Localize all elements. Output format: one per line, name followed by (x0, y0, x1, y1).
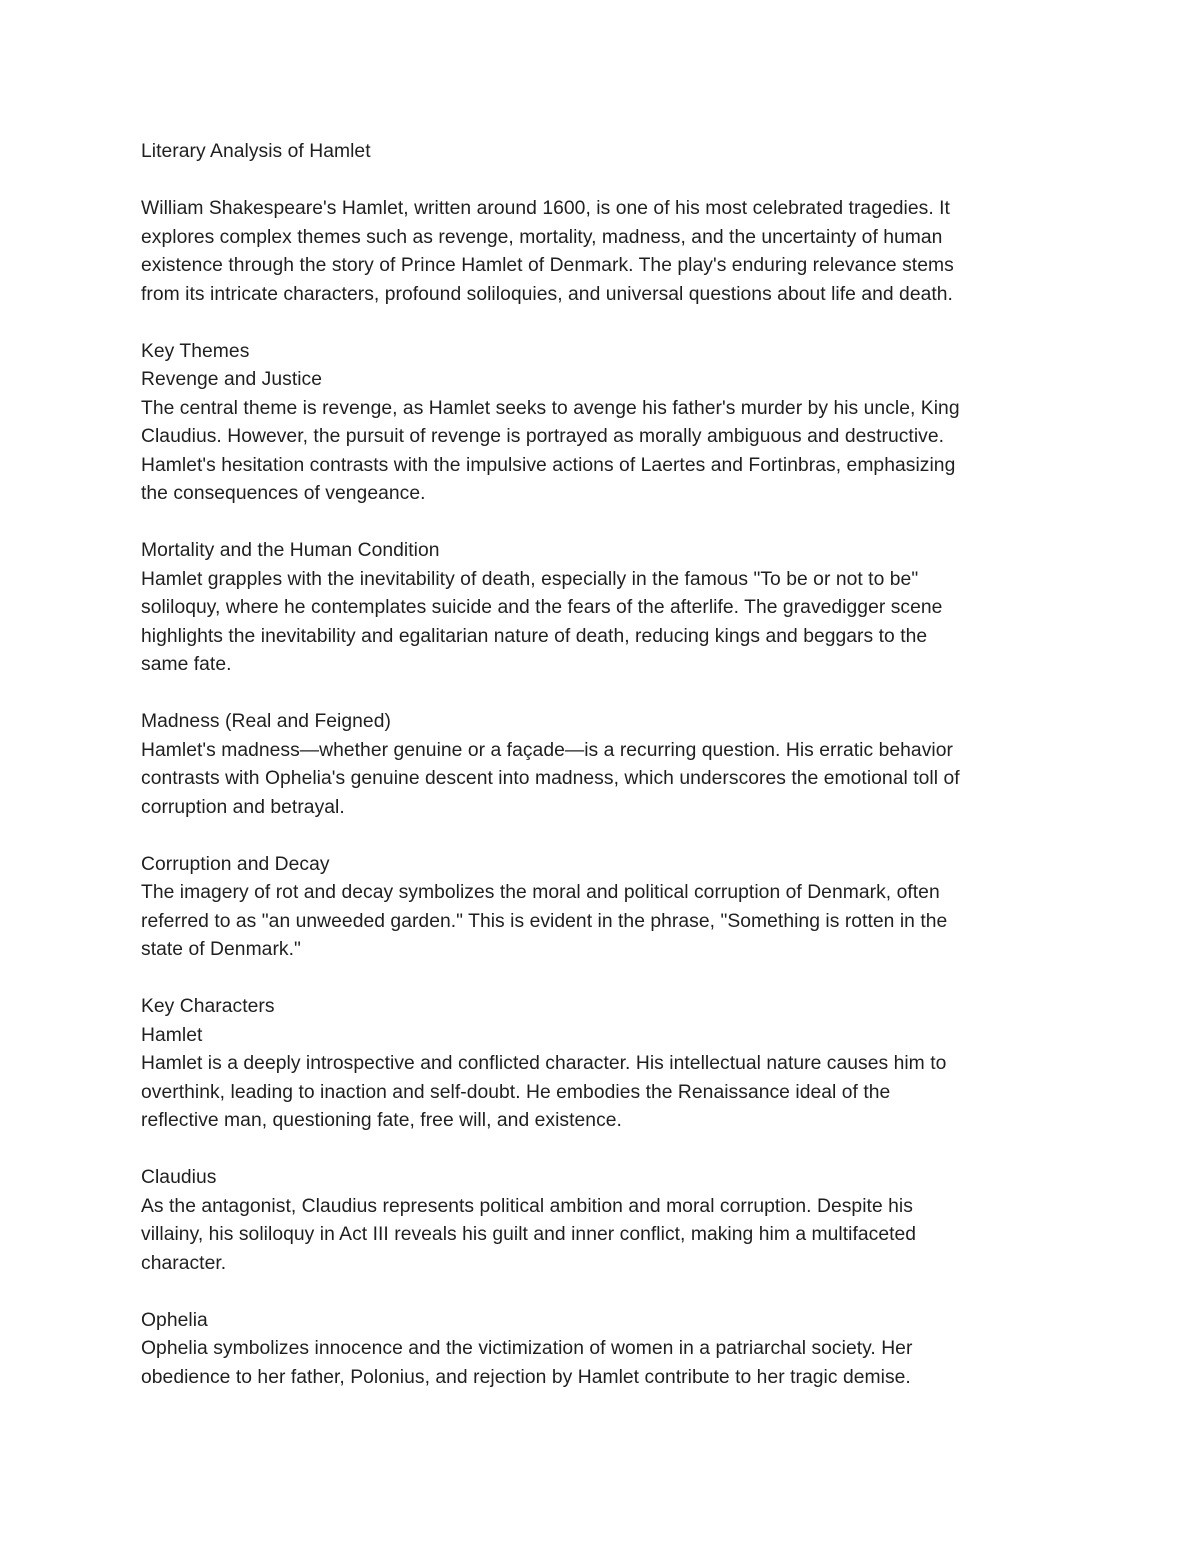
theme-line: Hamlet grapples with the inevitability of death, especially in the famous "To be or not to be" (141, 568, 919, 590)
intro-paragraph (141, 195, 1061, 309)
character-line: Hamlet is a deeply introspective and conflicted character. His intellectual nature causes him to (141, 1053, 947, 1074)
theme-line: The imagery of rot and decay symbolizes the moral and political corruption of Denmark, often (141, 882, 940, 903)
theme-line: same fate. (141, 654, 232, 675)
intro-line: from its intricate characters, profound soliloquies, and universal questions about life and death. (141, 283, 953, 305)
theme-corruption (141, 851, 1061, 965)
theme-mortality (141, 537, 1061, 680)
character-line: overthink, leading to inaction and self-doubt. He embodies the Renaissance ideal of the (141, 1081, 891, 1103)
intro-line: existence through the story of Prince Hamlet of Denmark. The play's enduring relevance stems (141, 255, 954, 276)
theme-line: referred to as "an unweeded garden." This is evident in the phrase, "Something is rotten in the (141, 910, 948, 932)
spacer (141, 965, 1061, 994)
section-heading-key-characters: Key Characters (141, 996, 275, 1017)
character-line: character. (141, 1252, 227, 1274)
theme-line: contrasts with Ophelia's genuine descent into madness, which underscores the emotional toll of (141, 768, 960, 789)
character-line: reflective man, questioning fate, free will, and existence. (141, 1110, 622, 1131)
spacer (141, 822, 1061, 851)
intro-line: William Shakespeare's Hamlet, written around 1600, is one of his most celebrated tragedies. It (141, 198, 950, 219)
theme-heading: Corruption and Decay (141, 853, 330, 875)
theme-line: the consequences of vengeance. (141, 483, 426, 504)
theme-heading: Madness (Real and Feigned) (141, 711, 391, 732)
theme-line: Hamlet's hesitation contrasts with the impulsive actions of Laertes and Fortinbras, emphasizing (141, 454, 956, 476)
character-hamlet (141, 1022, 1061, 1136)
theme-madness (141, 708, 1061, 822)
character-claudius (141, 1164, 1061, 1278)
character-line: obedience to her father, Polonius, and rejection by Hamlet contribute to her tragic demise. (141, 1366, 911, 1388)
theme-line: corruption and betrayal. (141, 796, 345, 818)
section-heading-key-themes: Key Themes (141, 340, 250, 362)
document-title: Literary Analysis of Hamlet (141, 141, 371, 162)
spacer (141, 167, 1061, 196)
character-name: Ophelia (141, 1309, 208, 1331)
document-page (141, 138, 1061, 1392)
theme-line: soliloquy, where he contemplates suicide and the fears of the afterlife. The gravedigger scene (141, 597, 943, 618)
theme-line: state of Denmark." (141, 939, 301, 960)
spacer (141, 1136, 1061, 1165)
theme-line: Claudius. However, the pursuit of revenge is portrayed as morally ambiguous and destructive. (141, 426, 945, 447)
character-line: villainy, his soliloquy in Act III reveals his guilt and inner conflict, making him a multifaceted (141, 1224, 917, 1245)
spacer (141, 1278, 1061, 1307)
spacer (141, 509, 1061, 538)
character-name: Claudius (141, 1167, 217, 1188)
theme-heading: Revenge and Justice (141, 369, 323, 390)
character-line: As the antagonist, Claudius represents political ambition and moral corruption. Despite his (141, 1195, 913, 1217)
character-ophelia (141, 1307, 1061, 1393)
theme-heading: Mortality and the Human Condition (141, 540, 440, 561)
theme-revenge-and-justice (141, 366, 1061, 509)
spacer (141, 309, 1061, 338)
intro-line: explores complex themes such as revenge, mortality, madness, and the uncertainty of human (141, 226, 943, 248)
theme-line: The central theme is revenge, as Hamlet seeks to avenge his father's murder by his uncle, King (141, 397, 960, 419)
character-line: Ophelia symbolizes innocence and the victimization of women in a patriarchal society. Her (141, 1338, 913, 1359)
theme-line: highlights the inevitability and egalitarian nature of death, reducing kings and beggars to the (141, 625, 928, 647)
theme-line: Hamlet's madness—whether genuine or a façade—is a recurring question. His erratic behavior (141, 739, 953, 761)
character-name: Hamlet (141, 1024, 203, 1046)
spacer (141, 680, 1061, 709)
